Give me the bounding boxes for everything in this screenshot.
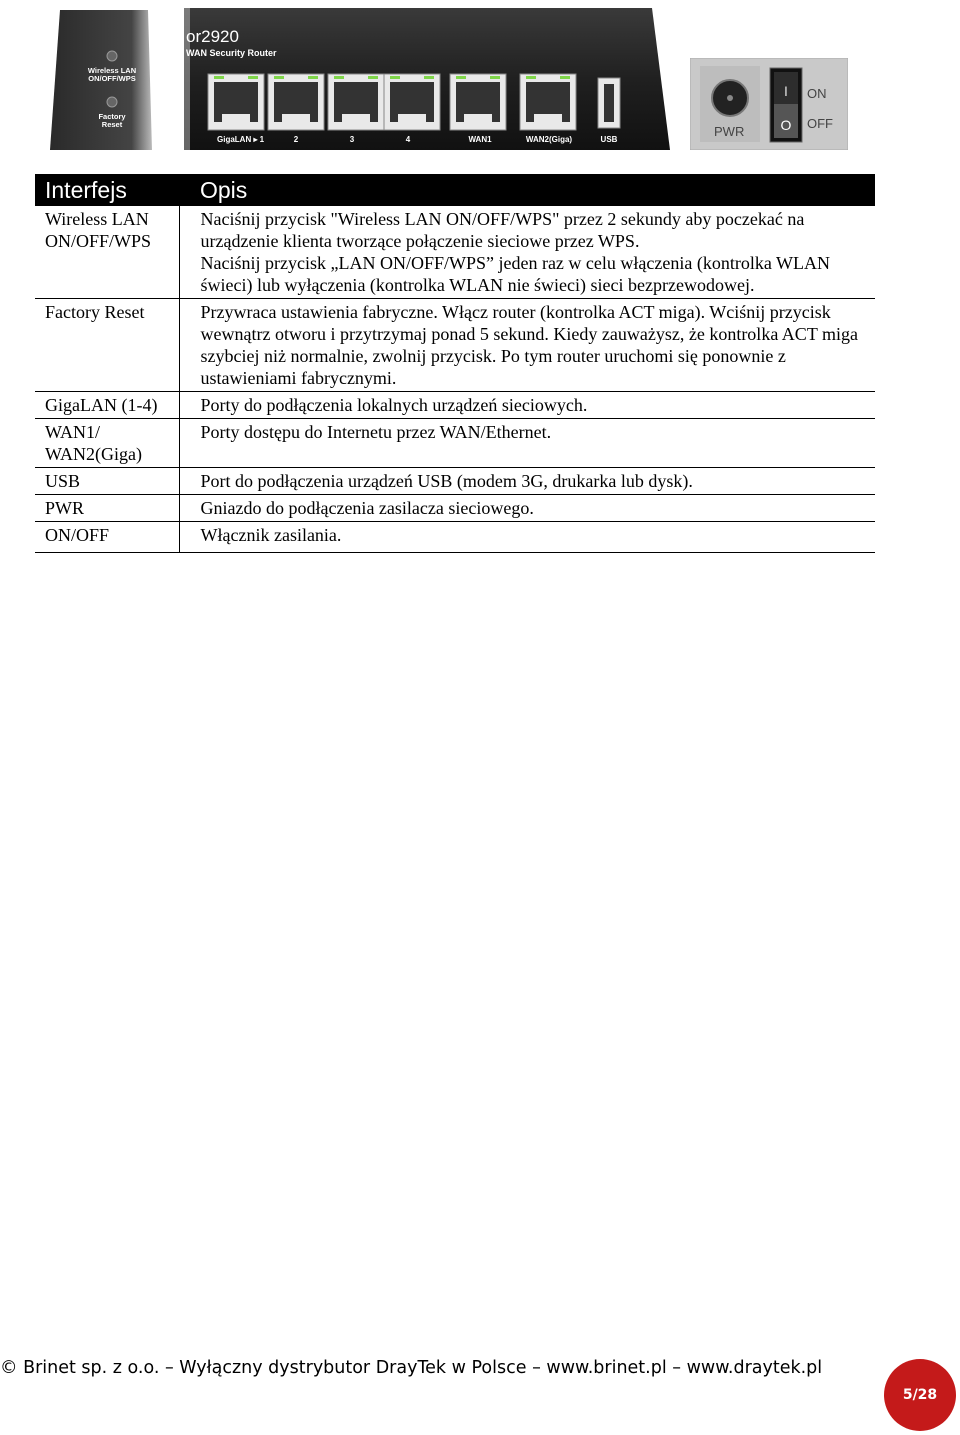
pwr-label: PWR (714, 124, 745, 139)
description-paragraph: Naciśnij przycisk "Wireless LAN ON/OFF/WPS" przez 2 sekundy aby poczekać na urządzenie klienta tworzące połączenie sieciowe przez WPS. (200, 209, 805, 251)
power-panel-image (690, 58, 848, 150)
row-description: Porty do podłączenia lokalnych urządzeń sieciowych. (179, 392, 875, 419)
router-model-text: or2920 (186, 27, 239, 46)
row-interface: WAN1/ WAN2(Giga) (35, 419, 179, 468)
row-interface: USB (35, 468, 179, 495)
table-row (35, 299, 875, 392)
row-description: Porty dostępu do Internetu przez WAN/Ethernet. (179, 419, 875, 468)
port-label-4: 4 (405, 135, 411, 144)
table-row (35, 419, 875, 468)
wireless-label-1: Wireless LAN (87, 66, 137, 75)
port-label-wan2: WAN2(Giga) (525, 135, 573, 144)
footer-copyright: © Brinet sp. z o.o. – Wyłączny dystrybutor DrayTek w Polsce – www.brinet.pl – www.draytek.pl (0, 1358, 823, 1378)
port-label-usb: USB (600, 135, 618, 144)
power-switch-icon (770, 68, 802, 142)
row-description: Port do podłączenia urządzeń USB (modem 3G, drukarka lub dysk). (179, 468, 875, 495)
factory-label-2: Reset (101, 120, 123, 129)
ethernet-ports (208, 74, 576, 130)
description-paragraph: Naciśnij przycisk „LAN ON/OFF/WPS” jeden raz w celu włączenia (kontrolka WLAN świeci) lub wyłączenia (kontrolka WLAN nie świeci) sieci bezprzewodowej. (200, 253, 830, 295)
wireless-label-2: ON/OFF/WPS (88, 74, 136, 83)
port-label-3: 3 (349, 135, 355, 144)
on-label: ON (807, 86, 827, 101)
svg-text:O: O (780, 117, 792, 133)
header-description: Opis (179, 174, 875, 206)
off-label: OFF (807, 116, 833, 131)
port-label-gigalan-1: GigaLAN ▸ 1 (217, 135, 265, 144)
factory-reset-hole-icon (107, 97, 117, 107)
row-interface: ON/OFF (35, 522, 179, 553)
table-row (35, 495, 875, 522)
router-back-panel-image (40, 6, 670, 154)
svg-text:I: I (784, 83, 788, 99)
row-description (179, 206, 875, 299)
header-interface: Interfejs (35, 174, 179, 206)
row-interface: Wireless LAN ON/OFF/WPS (35, 206, 179, 299)
row-description: Włącznik zasilania. (179, 522, 875, 553)
row-interface: GigaLAN (1-4) (35, 392, 179, 419)
wireless-button-icon (107, 51, 117, 61)
usb-port-icon (598, 78, 620, 128)
router-subtitle: WAN Security Router (186, 48, 277, 58)
row-interface: Factory Reset (35, 299, 179, 392)
port-label-wan1: WAN1 (468, 135, 492, 144)
interface-table (35, 174, 875, 553)
table-row (35, 522, 875, 553)
port-label-2: 2 (293, 135, 299, 144)
row-description: Gniazdo do podłączenia zasilacza sieciowego. (179, 495, 875, 522)
table-header-row (35, 174, 875, 206)
page-number-badge (884, 1359, 956, 1431)
table-row (35, 206, 875, 299)
row-description: Przywraca ustawienia fabryczne. Włącz router (kontrolka ACT miga). Wciśnij przycisk wewnątrz otworu i przytrzymaj ponad 5 sekund. Kiedy zauważysz, że kontrolka ACT miga szybciej niż normalnie, zwolnij przycisk. Po tym router uruchomi się ponownie z ustawieniami fabrycznymi. (179, 299, 875, 392)
page-number: 5/28 (902, 1387, 938, 1403)
factory-label-1: Factory (98, 112, 126, 121)
table-row (35, 392, 875, 419)
table-row (35, 468, 875, 495)
row-interface: PWR (35, 495, 179, 522)
